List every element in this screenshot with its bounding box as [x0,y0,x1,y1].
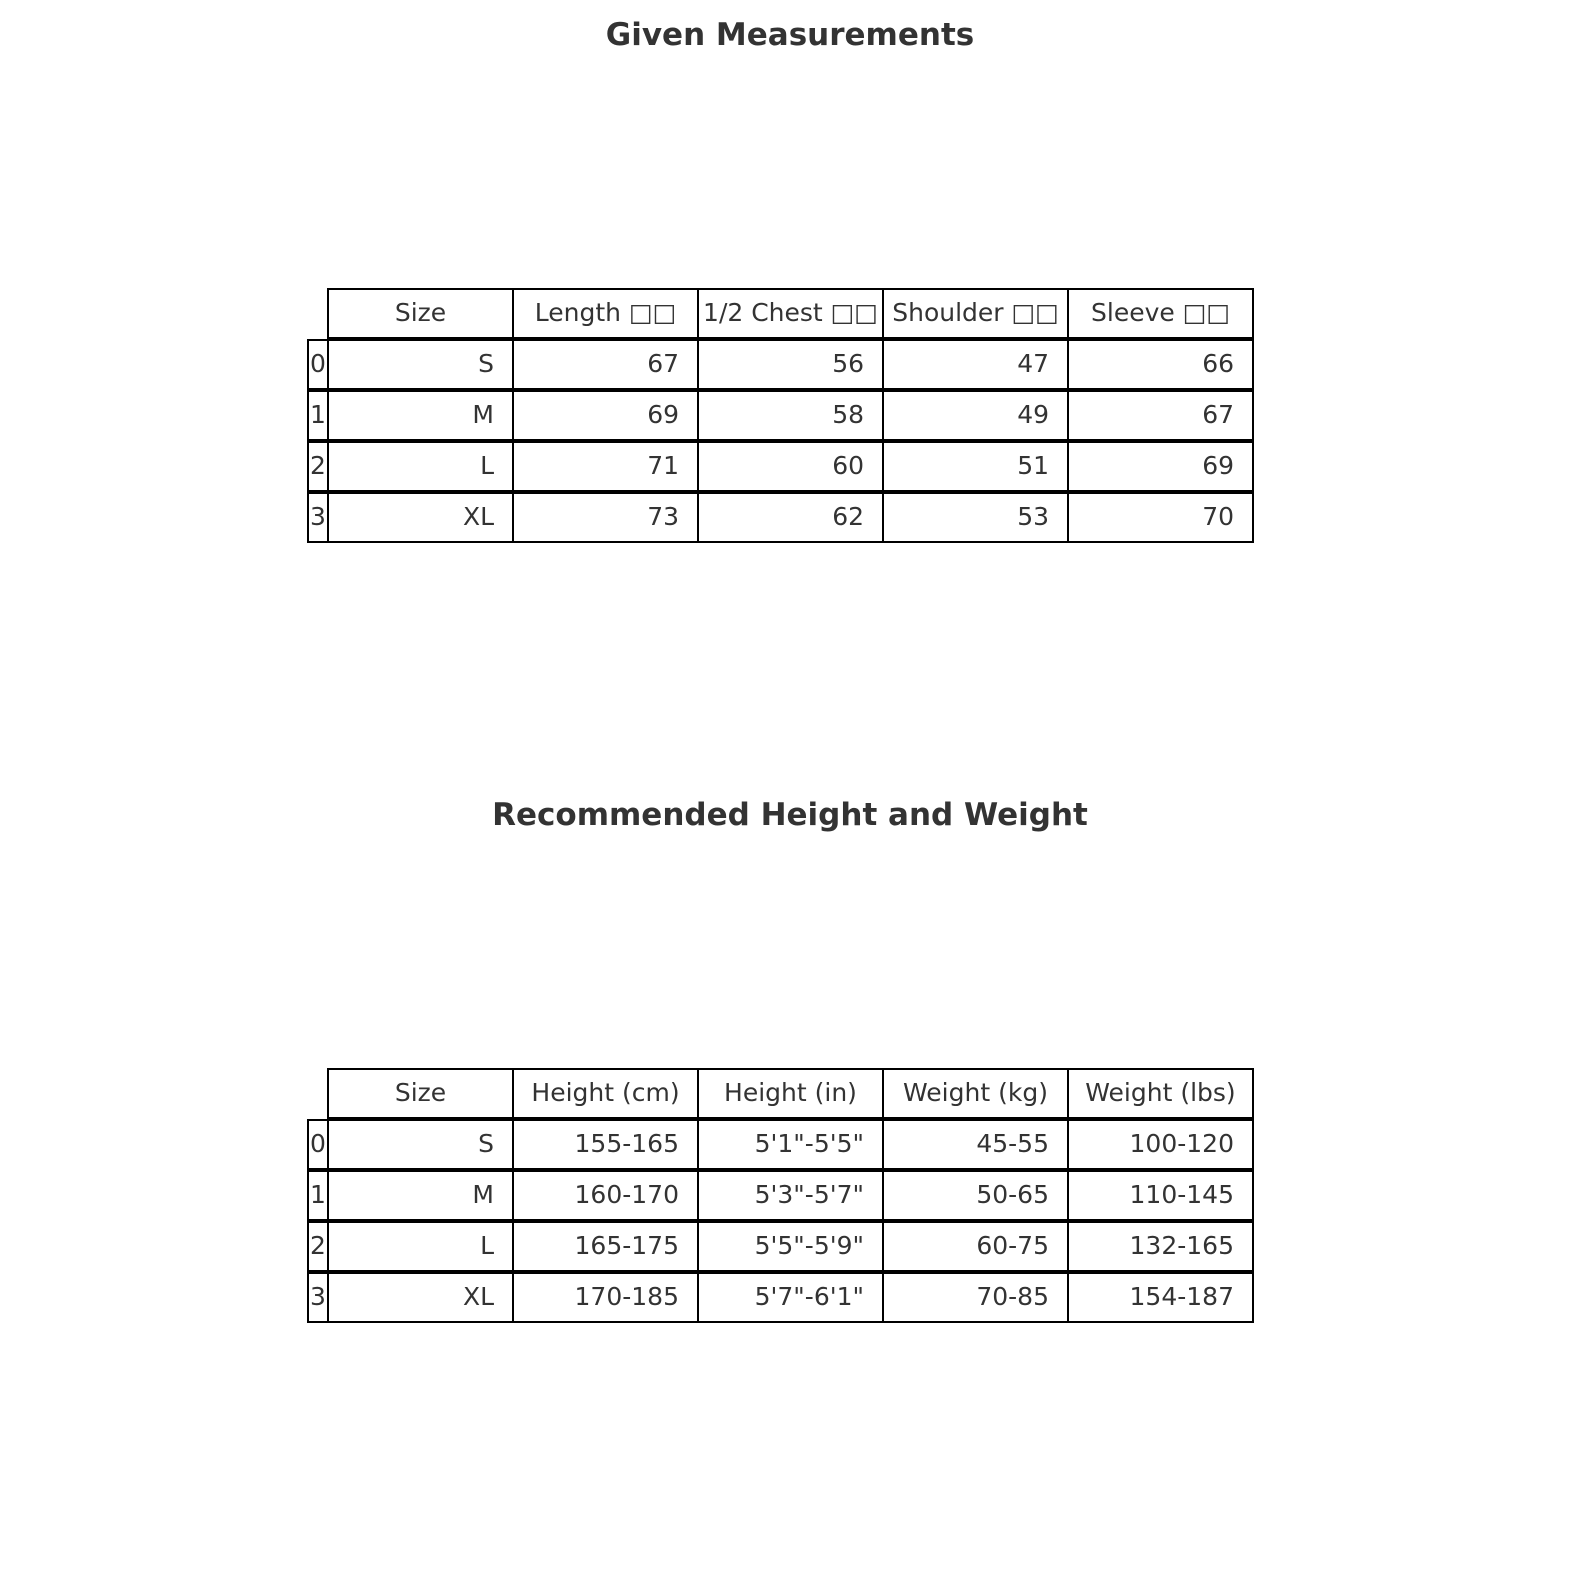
table-cell: 66 [1067,339,1254,390]
table-cell: L [327,1221,514,1272]
table-cell: 45-55 [882,1119,1069,1170]
column-header: Height (in) [697,1068,884,1119]
column-header: Weight (kg) [882,1068,1069,1119]
row-index: 0 [307,1119,329,1170]
table-cell: 58 [697,390,884,441]
table-cell: 70 [1067,492,1254,543]
row-index: 2 [307,1221,329,1272]
table-cell: 67 [1067,390,1254,441]
table-cell: 69 [1067,441,1254,492]
table-title-given-measurements: Given Measurements [605,17,975,53]
recommended-height-weight-table [0,1068,1580,1328]
table-cell: XL [327,492,514,543]
table-cell: 154-187 [1067,1272,1254,1323]
table-cell: 5'5"-5'9" [697,1221,884,1272]
table-cell: 160-170 [512,1170,699,1221]
table-cell: 47 [882,339,1069,390]
table-cell: 51 [882,441,1069,492]
given-measurements-table [0,288,1580,548]
table-cell: 71 [512,441,699,492]
table-cell: 67 [512,339,699,390]
column-header: Shoulder □□ [882,288,1069,339]
column-header: Size [327,288,514,339]
table-cell: 132-165 [1067,1221,1254,1272]
table-cell: 170-185 [512,1272,699,1323]
column-header: Sleeve □□ [1067,288,1254,339]
row-index: 1 [307,1170,329,1221]
table-cell: 69 [512,390,699,441]
table-cell: 70-85 [882,1272,1069,1323]
column-header: Size [327,1068,514,1119]
row-index: 2 [307,441,329,492]
table-cell: M [327,1170,514,1221]
table-cell: 5'1"-5'5" [697,1119,884,1170]
table-cell: 62 [697,492,884,543]
table-cell: 165-175 [512,1221,699,1272]
table-cell: L [327,441,514,492]
table-cell: 73 [512,492,699,543]
column-header: Height (cm) [512,1068,699,1119]
column-header: 1/2 Chest □□ [697,288,884,339]
column-header: Length □□ [512,288,699,339]
table-cell: 56 [697,339,884,390]
row-index: 3 [307,1272,329,1323]
table-cell: 53 [882,492,1069,543]
table-cell: 50-65 [882,1170,1069,1221]
table-cell: S [327,1119,514,1170]
table-cell: 110-145 [1067,1170,1254,1221]
row-index: 1 [307,390,329,441]
row-index: 0 [307,339,329,390]
row-index: 3 [307,492,329,543]
table-cell: M [327,390,514,441]
table-cell: XL [327,1272,514,1323]
table-cell: 5'7"-6'1" [697,1272,884,1323]
table-title-recommended-height-weight: Recommended Height and Weight [492,797,1088,833]
table-cell: 5'3"-5'7" [697,1170,884,1221]
table-cell: S [327,339,514,390]
column-header: Weight (lbs) [1067,1068,1254,1119]
table-cell: 49 [882,390,1069,441]
table-cell: 155-165 [512,1119,699,1170]
table-cell: 60-75 [882,1221,1069,1272]
table-cell: 60 [697,441,884,492]
table-cell: 100-120 [1067,1119,1254,1170]
